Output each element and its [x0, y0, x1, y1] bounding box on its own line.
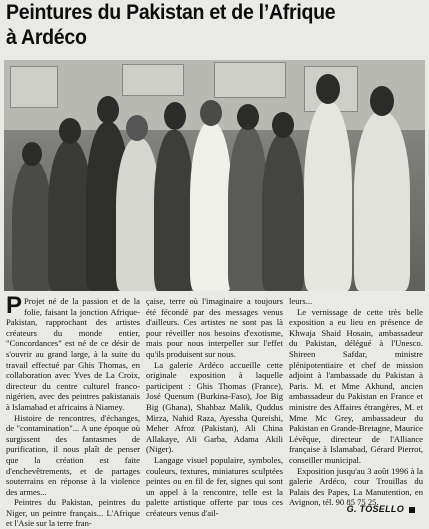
drop-cap: P — [6, 292, 23, 319]
end-mark-icon — [409, 507, 415, 513]
group-photo — [4, 60, 425, 291]
headline-line-2: à Ardéco — [6, 26, 87, 49]
headline-line-1: Peintures du Pakistan et de l’Afrique — [6, 1, 336, 24]
paragraph-text: Projet né de la passion et de la folie, faisant la jonction Afrique-Pakistan, rapprochant des artistes créateurs du monde entier, "Concordances" est né de ce désir de s'ouvrir au grand large, à la suite du travail effectué par Ghis Thomas, en collaboration avec Yves de La Croix, directeur du centre culturel franco-nigérien, avec des peintres pakistanais à Islamabad et africains à Niamey. — [6, 296, 140, 412]
article-paragraph: leurs... — [289, 296, 313, 306]
article-paragraph — [6, 292, 140, 413]
article-column-3 — [289, 296, 423, 508]
article-paragraph: Langage visuel populaire, symboles, couleurs, textures, miniatures sculptées peintes ou en fil de fer, signes qui sont un appel à la rencontre, telle est la palette artistique offerte par tous ces créateurs venus d'ail- — [146, 454, 283, 518]
article-paragraph: çaise, terre où l'imaginaire a toujours été fécondé par des messages venus d'ailleurs. Ces artistes ne sont pas là pour réveiller nos besoins d'exotisme, mais pour nous interpeller sur l'effet qu'ils produisent sur nous. — [146, 296, 283, 359]
article-paragraph: Exposition jusqu'au 3 août 1996 à la galerie Ardéco, cour Trouillas du Palais des Papes, La Manutention, en Avignon, tél. 90 85 75 25. — [289, 465, 423, 508]
article-paragraph: La galerie Ardéco accueille cette originale exposition à laquelle participent : Ghis Thomas (France), José Quenum (Burkina-Faso), Joe Big Big (Ghana), Shahbaz Malik, Quddus Mirza, Nahid Raza, Ayessha Qureishi, Meher Afroz (Pakistan), Ali China Allakaye, Ali Garba, Adama Akili (Niger). — [146, 359, 283, 455]
article-paragraph: Le vernissage de cette très belle exposition a eu lieu en présence de Khwaja Shaid Hosain, ambassadeur du Pakistan, délégué à l'Unesco. Shireen Safdar, ministre plénipotentiaire et chef de mission adjoint à l'ambassade du Pakistan à Paris. M. et Mme Akhund, ancien ambassadeur du Pakistan en France et ministre des Affaires étrangères, M. et Mme Mc Grey, ambassadeur du Pakistan en Grande-Bretagne, Maurice Lévêque, directeur de l'Alliance française à Islamabad, Gérard Pierrot, conseiller municipal. — [289, 306, 423, 465]
byline — [347, 504, 415, 514]
article-column-1 — [6, 292, 140, 529]
headline — [6, 0, 397, 50]
article-paragraph: Peintres du Pakistan, peintres du Niger, un peintre français... L'Afrique et l'Asie sur la terre fran- — [6, 497, 140, 529]
byline-text: G. TOSELLO — [346, 504, 404, 514]
article-column-2 — [146, 296, 283, 518]
article-paragraph: Histoire de rencontres, d'échanges, de "contamination"... A une époque où surgissent des fantasmes de purification, il nous plaît de penser que la création est faite d'enchevêtrements, et de partages souterrains en réponse à la violence des armes... — [6, 412, 140, 497]
